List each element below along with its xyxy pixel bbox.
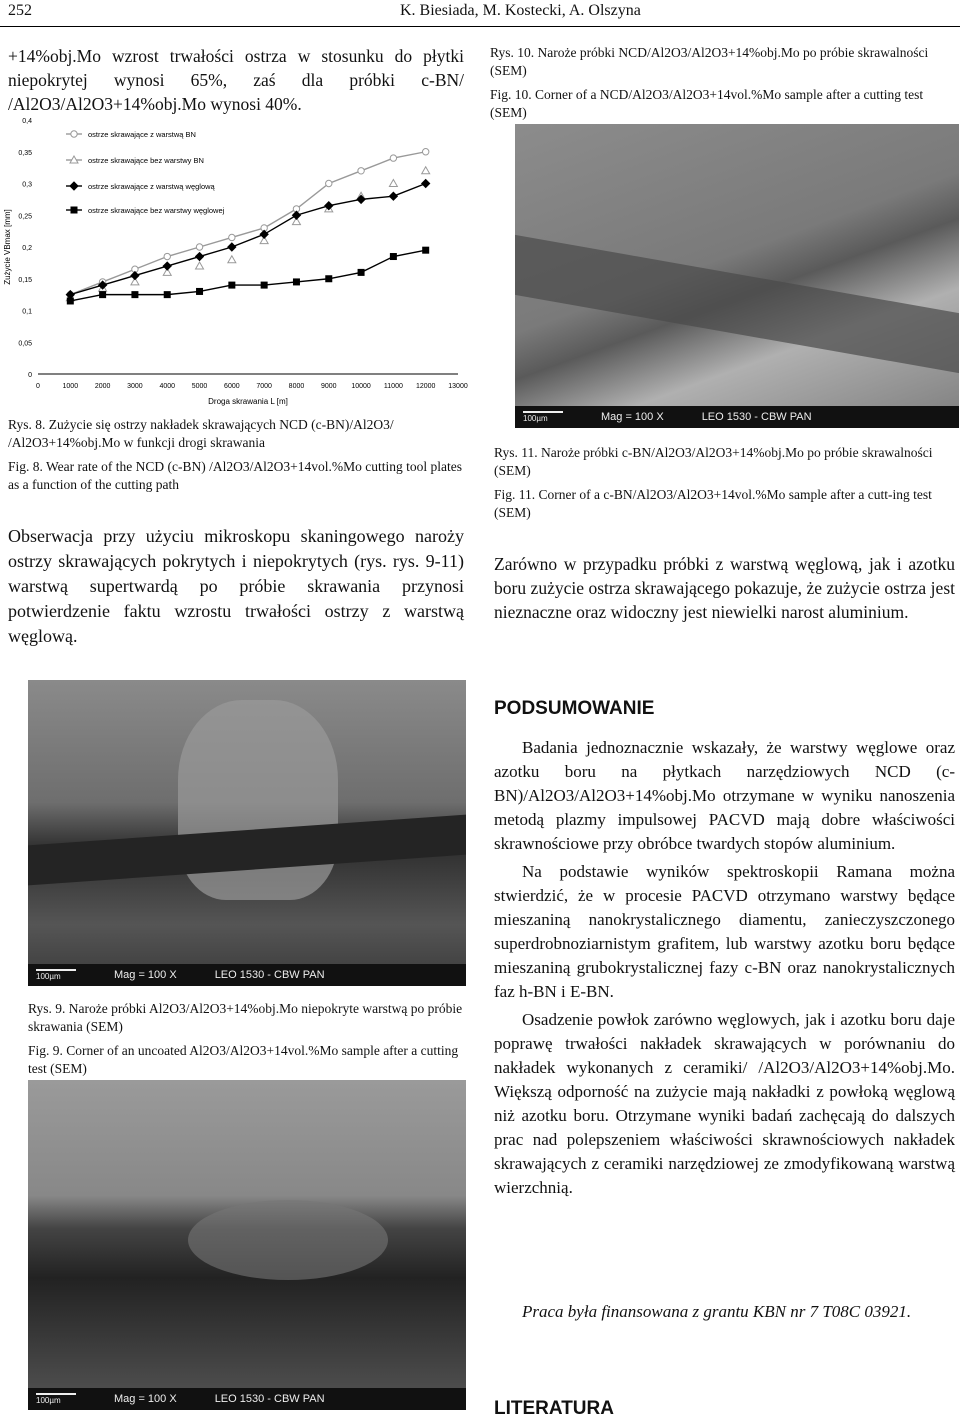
x-tick-label: 8000 (288, 383, 305, 390)
summary-paragraph-2: Na podstawie wyników spektroskopii Ramana można stwierdzić, że w procesie PACVD otrzymano warstwy będące mieszaniną nanokrystalicznego diamentu, zanieczyszczonego superdrobnoziarnistym grafitem, lub warstwy azotku boru będące mieszaniną grubokrystalicznej fazy c-BN oraz nanokrystalicznych faz h-BN i E-BN. (494, 862, 955, 1001)
x-tick-label: 12000 (415, 383, 436, 390)
data-point (260, 230, 268, 238)
legend-entry (66, 156, 204, 165)
data-point (228, 243, 236, 251)
intro-paragraph: +14%obj.Mo wzrost trwałości ostrza w stosunku do płytki niepokrytej wynosi 65%, zaś dla próbki c-BN/ /Al2O3/Al2O3+14%obj.Mo wynosi 40%. (8, 46, 464, 114)
data-point (164, 292, 170, 298)
data-point (292, 211, 300, 219)
x-tick-label: 0 (36, 383, 40, 390)
data-point (229, 234, 235, 240)
y-tick-label: 0,1 (22, 308, 32, 316)
legend-entry (66, 130, 196, 139)
fig8-caption (8, 416, 468, 500)
x-tick-label: 9000 (320, 383, 337, 390)
fig10-sem-image (515, 124, 959, 428)
fig9-caption-pl: Rys. 9. Naroże próbki Al2O3/Al2O3+14%obj.Mo niepokryte warstwą po próbie skrawania (SEM) (28, 1001, 463, 1034)
x-tick-label: 6000 (224, 383, 240, 390)
page-number: 252 (8, 2, 32, 19)
funding-note: Praca była finansowana z grantu KBN nr 7 T08C 03921. (522, 1302, 912, 1321)
data-point (358, 269, 364, 275)
data-point (131, 272, 139, 280)
summary-paragraph-3: Osadzenie powłok zarówno węglowych, jak i azotku boru daje poprawę trwałości nakładek skrawających w porównaniu do nakładek wykonanych z ceramiki/ /Al2O3/Al2O3+14%obj.Mo. Większą odporność na zużycie mają nakładki z powłoką węglową niż azotku boru. Otrzymane wyniki badań zachęcają do dalszych prac nad polepszeniem właściwości skrawnościowych nakładek skrawających z ceramiki narzędziowej ze zmodyfikowaną warstwą wierzchnią. (494, 1010, 955, 1197)
fig10-caption (490, 44, 955, 128)
fig11-caption (494, 444, 955, 528)
data-point (197, 288, 203, 294)
data-point (422, 167, 430, 174)
sem-bottom-scale: 100µm (36, 1393, 76, 1405)
x-tick-label: 7000 (256, 383, 272, 390)
x-tick-label: 2000 (94, 383, 111, 390)
data-point (164, 253, 170, 259)
data-point (422, 180, 430, 188)
data-point (229, 282, 235, 288)
series-4 (67, 247, 428, 304)
summary-heading: PODSUMOWANIE (494, 698, 655, 719)
data-point (100, 292, 106, 298)
fig9-sem-databar (28, 964, 466, 986)
summary-paragraph-1: Badania jednoznacznie wskazały, że warstwy węglowe oraz azotku boru na płytkach narzędziowych NCD (c-BN)/Al2O3/Al2O3+14%obj.Mo otrzymane w wyniku nanoszenia metodą plazmy impulsowej PACVD mają dobre właściwości skrawnościowe przy obróbce twardych stopów aluminium. (494, 738, 955, 853)
fig10-edge (515, 235, 959, 373)
legend-label: ostrze skrawające bez warstwy węglowej (88, 206, 225, 215)
summary-body (494, 736, 955, 1200)
fig9-mag: Mag = 100 X (114, 969, 177, 981)
legend-entry (66, 182, 216, 191)
data-point (423, 247, 429, 253)
data-point (70, 182, 78, 190)
sem-bottom-device: LEO 1530 - CBW PAN (214, 1393, 325, 1405)
data-point (326, 180, 332, 186)
y-tick-label: 0,05 (18, 340, 32, 348)
data-point (71, 131, 77, 137)
data-point (163, 262, 171, 270)
chart-series (66, 149, 429, 304)
data-point (67, 298, 73, 304)
data-point (228, 256, 236, 263)
fig10-scale: 100µm (523, 411, 563, 423)
series-line (70, 152, 425, 295)
fig10-mag: Mag = 100 X (601, 411, 664, 423)
sem-bottom-databar (28, 1388, 466, 1410)
fig10-caption-en: Fig. 10. Corner of a NCD/Al2O3/Al2O3+14vol.%Mo sample after a cutting test (SEM) (490, 87, 924, 120)
series-1 (67, 149, 429, 298)
fig9-scale: 100µm (36, 969, 76, 981)
y-axis-label: Zużycie VBmax [mm] (3, 209, 12, 285)
data-point (390, 254, 396, 260)
fig10-caption-pl: Rys. 10. Naroże próbki NCD/Al2O3/Al2O3+14%obj.Mo po próbie skrawalności (SEM) (490, 45, 929, 78)
fig9-sem-image (28, 680, 466, 986)
y-tick-label: 0,25 (18, 213, 32, 221)
data-point (389, 180, 397, 187)
data-point (196, 253, 204, 261)
x-tick-label: 13000 (448, 383, 468, 390)
legend-label: ostrze skrawające z warstwą węglową (88, 182, 215, 191)
series-line (70, 250, 425, 301)
x-tick-label: 1000 (62, 383, 79, 390)
x-tick-label: 11000 (383, 383, 403, 390)
header-rule (0, 26, 960, 27)
data-point (132, 292, 138, 298)
literature-heading: LITERATURA (494, 1398, 614, 1419)
running-header: K. Biesiada, M. Kostecki, A. Olszyna (400, 2, 641, 19)
data-point (196, 244, 202, 250)
sem-bottom-wear-zone (188, 1200, 388, 1280)
series-line (70, 184, 425, 295)
y-tick-label: 0,15 (18, 276, 32, 284)
fig9-caption-en: Fig. 9. Corner of an uncoated Al2O3/Al2O3+14vol.%Mo sample after a cutting test (SEM) (28, 1043, 459, 1076)
fig-sem-image-bottom (28, 1080, 466, 1410)
x-tick-label: 10000 (351, 383, 371, 390)
series-3 (66, 180, 429, 299)
x-tick-label: 4000 (159, 383, 176, 390)
data-point (422, 149, 428, 155)
data-point (390, 155, 396, 161)
x-tick-label: 5000 (191, 383, 208, 390)
fig9-device: LEO 1530 - CBW PAN (214, 969, 325, 981)
observation-paragraph: Obserwacja przy użyciu mikroskopu skaningowego naroży ostrzy skrawających pokrytych i niepokrytych (rys. rys. 9-11) warstwą supertwardą po próbie skrawania przynosi potwierdzenie faktu wzrostu trwałości ostrzy z warstwą węglową. (8, 526, 464, 646)
wear-chart (0, 112, 470, 412)
data-point (326, 276, 332, 282)
fig9-caption (28, 1000, 468, 1084)
data-point (358, 168, 364, 174)
sem-bottom-mag: Mag = 100 X (114, 1393, 177, 1405)
data-point (196, 262, 204, 269)
y-tick-label: 0,35 (18, 149, 32, 157)
fig11-caption-pl: Rys. 11. Naroże próbki c-BN/Al2O3/Al2O3+14%obj.Mo po próbie skrawalności (SEM) (494, 445, 933, 478)
x-tick-label: 3000 (127, 383, 143, 390)
legend-label: ostrze skrawające bez warstwy BN (88, 156, 204, 165)
data-point (325, 202, 333, 210)
right-paragraph: Zarówno w przypadku próbki z warstwą węglową, jak i azotku boru zużycie ostrza skrawającego pokazuje, że zużycie ostrza jest nieznaczne oraz widoczny jest niewielki narost aluminium. (494, 554, 955, 622)
y-tick-label: 0,4 (22, 118, 32, 125)
fig8-caption-pl: Rys. 8. Zużycie się ostrzy nakładek skrawających NCD (c-BN)/Al2O3/ /Al2O3+14%obj.Mo w funkcji drogi skrawania (8, 417, 394, 450)
chart-legend (66, 130, 225, 215)
y-tick-label: 0,3 (22, 181, 32, 189)
data-point (293, 279, 299, 285)
fig10-device: LEO 1530 - CBW PAN (701, 411, 812, 423)
data-point (261, 282, 267, 288)
y-tick-label: 0,2 (22, 245, 32, 252)
data-point (389, 192, 397, 200)
fig8-caption-en: Fig. 8. Wear rate of the NCD (c-BN) /Al2O3/Al2O3+14vol.%Mo cutting tool plates as a function of the cutting path (8, 459, 462, 492)
data-point (71, 207, 77, 213)
legend-entry (66, 206, 225, 215)
fig11-caption-en: Fig. 11. Corner of a c-BN/Al2O3/Al2O3+14vol.%Mo sample after a cutt-ing test (SEM) (494, 487, 932, 520)
legend-label: ostrze skrawające z warstwą BN (88, 130, 196, 139)
fig10-sem-databar (515, 406, 959, 428)
x-axis-label: Droga skrawania L [m] (208, 397, 288, 406)
y-tick-label: 0 (28, 372, 32, 379)
data-point (66, 291, 74, 299)
